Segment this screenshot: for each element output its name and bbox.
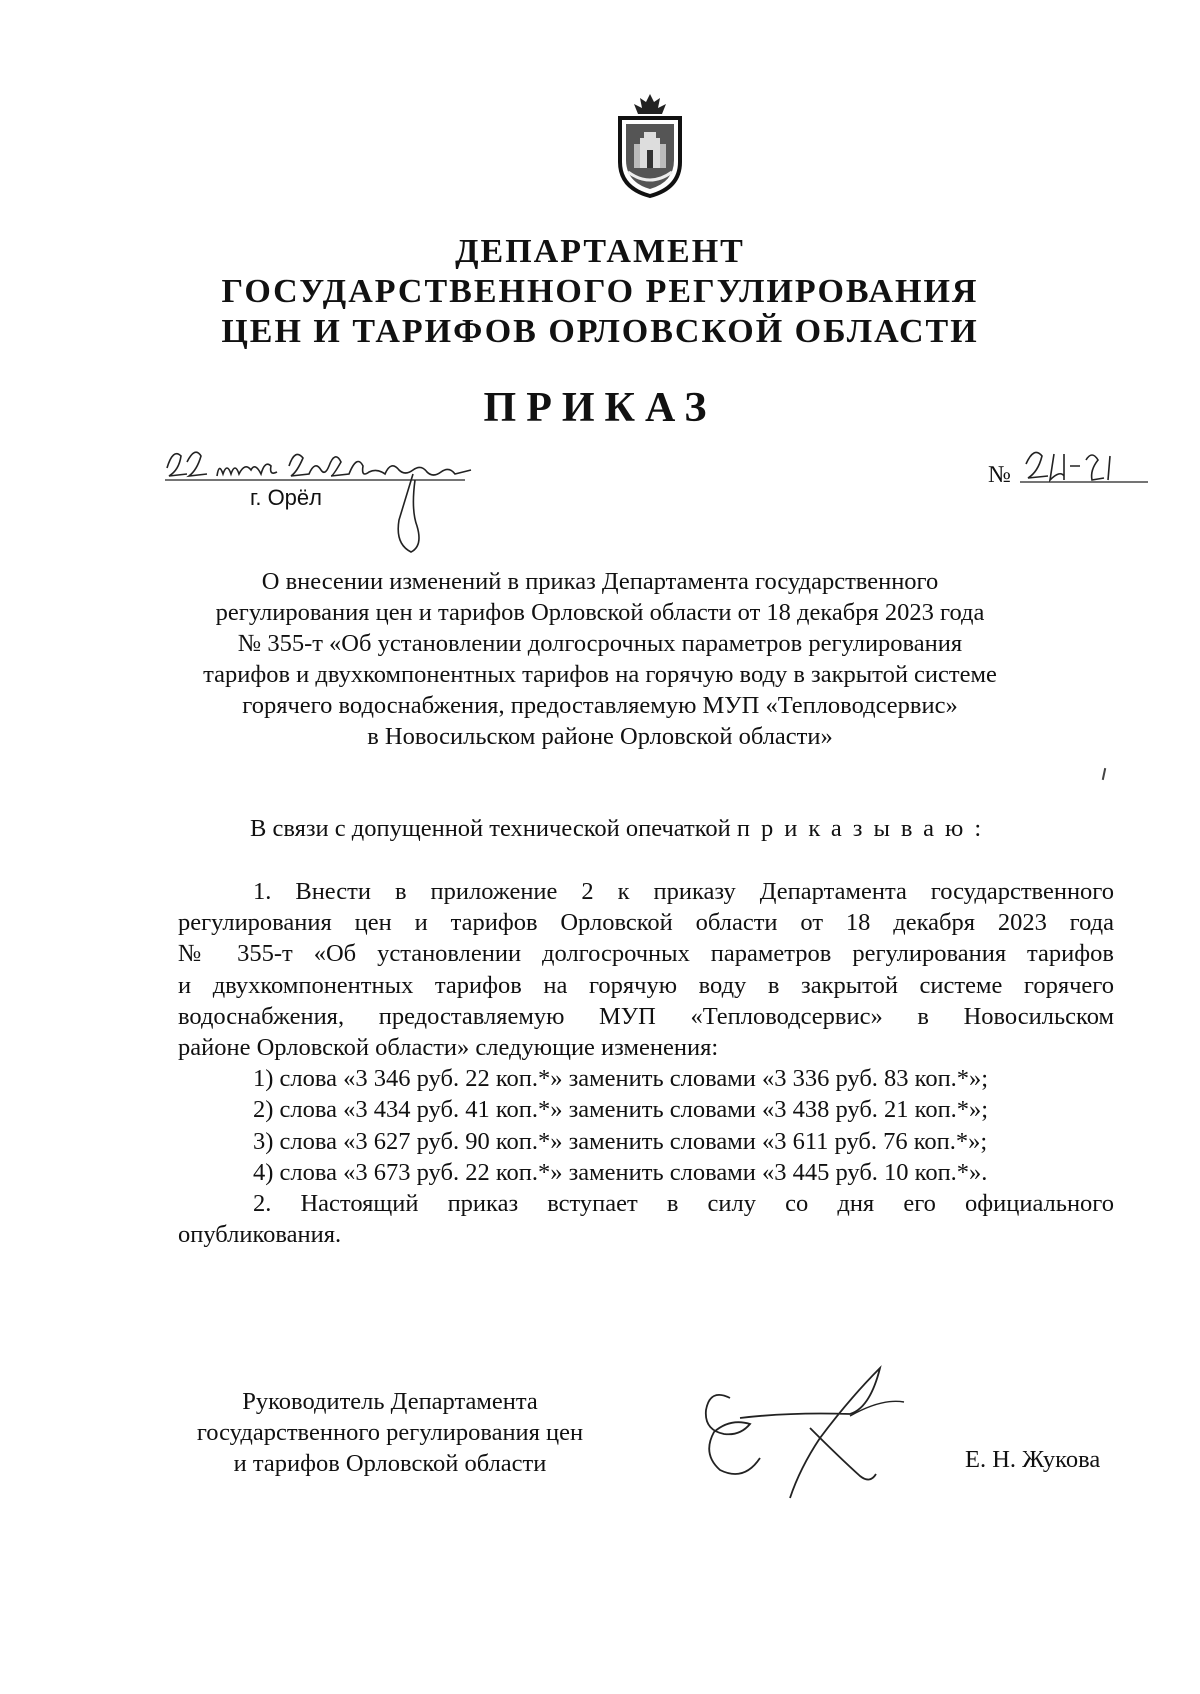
position-line: и тарифов Орловской области bbox=[233, 1450, 547, 1477]
position-line: Руководитель Департамента bbox=[242, 1388, 538, 1415]
preamble-colon: : bbox=[974, 815, 982, 842]
subject-line: горячего водоснабжения, предоставляемую МУП «Тепловодсервис» bbox=[242, 692, 958, 719]
clause-2-line: опубликования. bbox=[178, 1221, 342, 1249]
clause-2-line: 2. Настоящий приказ вступает в силу со дня его официального bbox=[253, 1190, 1114, 1218]
coat-of-arms-emblem bbox=[614, 92, 686, 200]
stray-mark bbox=[1102, 768, 1106, 780]
clause-1-line: 1. Внести в приложение 2 к приказу Департамента государственного bbox=[253, 878, 1114, 905]
amendment-item: 1) слова «3 346 руб. 22 коп.*» заменить словами «3 336 руб. 83 коп.*»; bbox=[253, 1065, 989, 1093]
subject-line: регулирования цен и тарифов Орловской области от 18 декабря 2023 года bbox=[215, 599, 985, 626]
handwritten-date bbox=[165, 440, 485, 560]
clause-1-line: районе Орловской области» следующие изменения: bbox=[178, 1034, 719, 1062]
amendment-item: 2) слова «3 434 руб. 41 коп.*» заменить словами «3 438 руб. 21 коп.*»; bbox=[253, 1096, 989, 1124]
amendment-item: 4) слова «3 673 руб. 22 коп.*» заменить словами «3 445 руб. 10 коп.*». bbox=[253, 1158, 988, 1186]
position-line: государственного регулирования цен bbox=[196, 1419, 584, 1446]
document-type-title: ПРИКАЗ bbox=[483, 385, 717, 431]
order-subject bbox=[180, 566, 1020, 752]
preamble-text: В связи с допущенной технической опечаткой bbox=[250, 815, 731, 842]
subject-line: тарифов и двухкомпонентных тарифов на горячую воду в закрытой системе bbox=[203, 661, 997, 688]
preamble bbox=[250, 815, 981, 843]
subject-line: № 355-т «Об установлении долгосрочных параметров регулирования bbox=[237, 630, 963, 657]
signatory-position bbox=[170, 1386, 610, 1479]
city-label: г. Орёл bbox=[250, 485, 322, 510]
clause-1-line: № 355-т «Об установлении долгосрочных параметров регулирования тарифов bbox=[178, 940, 1114, 968]
order-number-label: № bbox=[988, 462, 1011, 488]
handwritten-order-number bbox=[1020, 440, 1150, 500]
amendment-item: 3) слова «3 627 руб. 90 коп.*» заменить словами «3 611 руб. 76 коп.*»; bbox=[253, 1127, 988, 1155]
order-body bbox=[178, 876, 1114, 1250]
signatory-name: Е. Н. Жукова bbox=[965, 1446, 1101, 1473]
clause-1-line: и двухкомпонентных тарифов на горячую воду в закрытой системе горячего bbox=[178, 971, 1114, 999]
department-name-line-3: ЦЕН И ТАРИФОВ ОРЛОВСКОЙ ОБЛАСТИ bbox=[221, 313, 979, 350]
subject-line: в Новосильском районе Орловской области» bbox=[367, 723, 833, 750]
department-name-line-1: ДЕПАРТАМЕНТ bbox=[455, 233, 745, 270]
handwritten-signature bbox=[700, 1358, 910, 1508]
clause-1-line: регулирования цен и тарифов Орловской области от 18 декабря 2023 года bbox=[178, 909, 1114, 937]
subject-line: О внесении изменений в приказ Департамента государственного bbox=[261, 568, 939, 595]
clause-1-line: водоснабжения, предоставляемую МУП «Тепловодсервис» в Новосильском bbox=[178, 1002, 1114, 1030]
department-name-line-2: ГОСУДАРСТВЕННОГО РЕГУЛИРОВАНИЯ bbox=[221, 273, 979, 310]
order-verb: приказываю bbox=[736, 815, 975, 842]
